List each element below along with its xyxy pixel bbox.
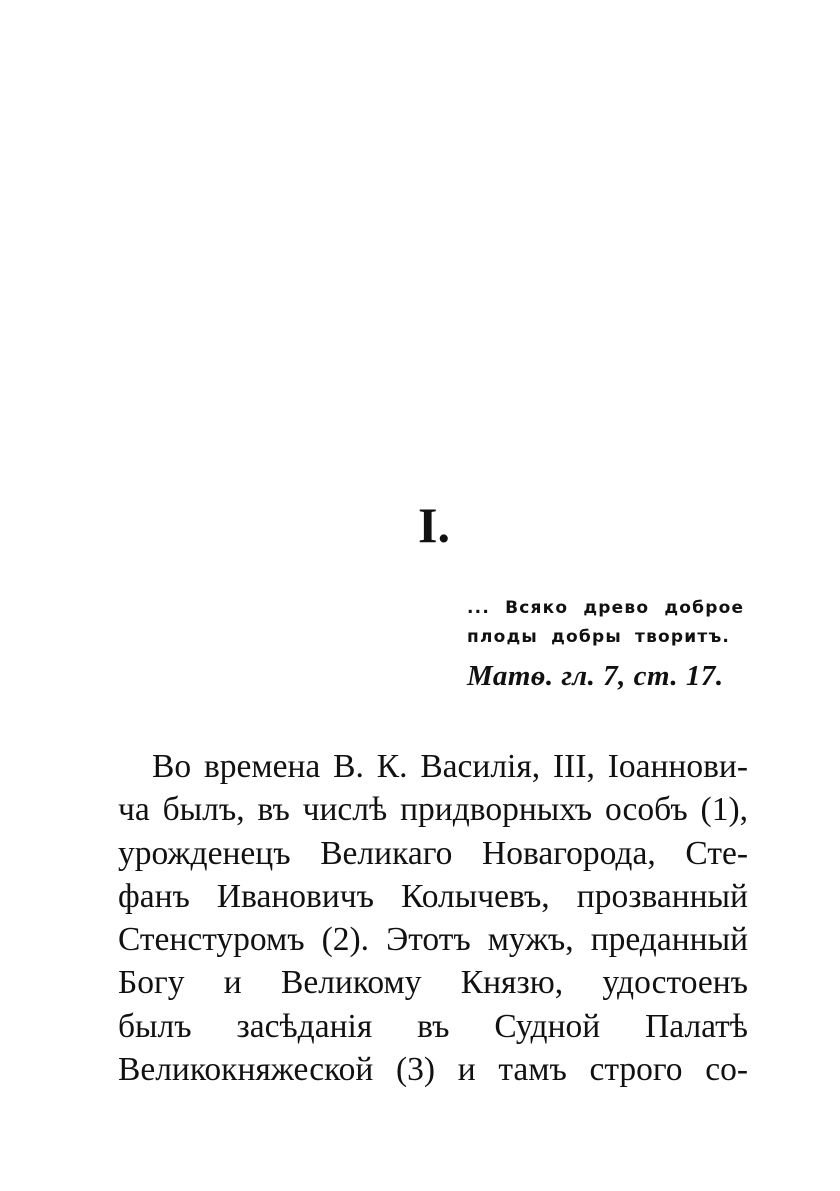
- body-line: Богу и Великому Князю, удостоенъ: [118, 964, 748, 1002]
- chapter-numeral: I.: [418, 497, 450, 553]
- epigraph-line: ... Всяко древо доброе: [467, 598, 745, 618]
- epigraph: [467, 594, 747, 691]
- epigraph-line: плоды добры творитъ.: [467, 627, 731, 647]
- body-paragraph: [118, 745, 748, 1091]
- body-line: былъ засѣданія въ Судной Палатѣ: [118, 1007, 748, 1045]
- body-line: урожденецъ Великаго Новагорода, Сте-: [118, 834, 748, 872]
- body-line: Великокняжеской (3) и тамъ строго со-: [118, 1051, 748, 1089]
- body-line: Во времена В. К. Василія, III, Іоаннови-: [152, 748, 748, 785]
- epigraph-source: Матѳ. гл. 7, ст. 17.: [467, 660, 724, 692]
- body-line: фанъ Ивановичъ Колычевъ, прозванный: [118, 877, 748, 915]
- body-line: ча былъ, въ числѣ придворныхъ особъ (1),: [118, 791, 748, 829]
- body-line: Стенстуромъ (2). Этотъ мужъ, преданный: [118, 921, 748, 959]
